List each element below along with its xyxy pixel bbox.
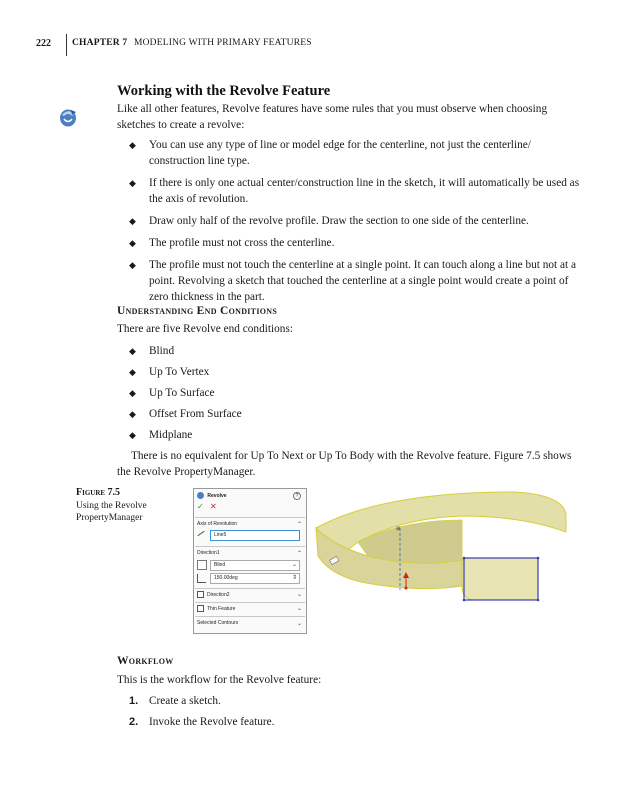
end-conditions-list [117,343,587,443]
running-header [72,38,312,48]
end-conditions-heading: Understanding End Conditions [117,305,278,317]
reverse-direction-icon[interactable] [197,560,207,570]
revolve-property-manager [193,488,307,634]
list-item: ◆ Midplane [129,429,193,441]
chevron-down-icon: ⌄ [291,562,297,568]
header-divider [66,34,67,56]
bullet-diamond-icon: ◆ [129,140,136,150]
rules-list [117,137,587,305]
chevron-down-icon: ⌄ [296,606,302,612]
workflow-heading: Workflow [117,655,174,667]
bullet-diamond-icon: ◆ [129,178,136,188]
bullet-diamond-icon: ◆ [129,260,136,270]
figure-number: Figure 7.5 [76,487,121,498]
list-item: ◆ The profile must not cross the centerline. [129,237,335,249]
direction2-checkbox[interactable] [197,591,204,598]
bullet-diamond-icon: ◆ [129,216,136,226]
revolve-preview-graphic [312,486,574,614]
end-conditions-intro: There are five Revolve end conditions: [117,323,293,335]
end-conditions-note: There is no equivalent for Up To Next or Up To Body with the Revolve feature. Figure 7.5 shows the Revolve PropertyManager. [117,450,572,478]
list-item: ◆ Up To Surface [129,387,215,399]
figure-caption [76,487,186,525]
chevron-down-icon: ⌄ [296,592,302,598]
direction2-toggle[interactable]: Direction2 ⌄ [197,591,303,598]
section-title: Working with the Revolve Feature [117,83,331,99]
list-item: ◆ Blind [129,345,175,357]
chevron-up-icon: ⌃ [296,522,302,528]
axis-of-revolution-field[interactable]: Line5 [210,530,300,541]
list-item: 2. Invoke the Revolve feature. [129,716,275,728]
page-number: 222 [36,38,51,49]
workflow-intro: This is the workflow for the Revolve feature: [117,674,322,686]
list-item: 1. Create a sketch. [129,695,221,707]
direction1-section-header[interactable]: Direction1 ⌃ [197,550,302,557]
axis-section-header[interactable]: Axis of Revolution ⌃ [197,521,302,528]
list-item: ◆ Up To Vertex [129,366,210,378]
workflow-steps [117,693,587,730]
bullet-diamond-icon: ◆ [129,409,136,419]
angle-icon [197,574,206,583]
revolve-icon [57,106,79,128]
list-item: ◆ You can use any type of line or model edge for the centerline, not just the centerline/ construction line type. [129,139,531,167]
help-button[interactable]: ? [293,492,301,500]
bullet-diamond-icon: ◆ [129,346,136,356]
chevron-down-icon: ⌄ [296,621,302,627]
section-intro: Like all other features, Revolve features have some rules that you must observe when choosing sketches to create a revolve: [117,103,548,131]
end-condition-select[interactable]: Blind ⌄ [210,560,300,571]
spinner-icon[interactable]: ⇕ [291,575,297,581]
selected-contours-header[interactable]: Selected Contours ⌄ [197,620,302,627]
figure-caption-text: Using the Revolve PropertyManager [76,500,147,523]
thin-feature-checkbox[interactable] [197,605,204,612]
angle-field[interactable]: 150.00deg ⇕ [210,573,300,584]
bullet-diamond-icon: ◆ [129,367,136,377]
revolve-end-face [462,558,538,600]
bullet-diamond-icon: ◆ [129,430,136,440]
chevron-up-icon: ⌃ [296,551,302,557]
chapter-label: CHAPTER 7 [72,38,128,48]
pm-title: Revolve [207,492,227,499]
thin-feature-toggle[interactable]: Thin Feature ⌄ [197,605,303,612]
ok-button[interactable]: ✓ [197,502,204,511]
list-item: ◆ Offset From Surface [129,408,242,420]
chapter-title: MODELING WITH PRIMARY FEATURES [133,38,312,48]
bullet-diamond-icon: ◆ [129,388,136,398]
axis-marker: ⊞ [396,526,401,532]
cancel-button[interactable]: ✕ [209,502,217,511]
revolve-feature-icon [197,492,204,499]
axis-line-icon [197,531,204,536]
list-item: ◆ Draw only half of the revolve profile. Draw the section to one side of the centerline. [129,215,529,227]
list-item: ◆ The profile must not touch the centerline at a single point. It can touch along a line but not at a point. Revolving a sketch that touched the centerline at a single point would create a point of zero thickness in the part. [129,259,576,303]
list-item: ◆ If there is only one actual center/construction line in the sketch, it will automatically be used as the axis of revolution. [129,177,580,205]
bullet-diamond-icon: ◆ [129,238,136,248]
